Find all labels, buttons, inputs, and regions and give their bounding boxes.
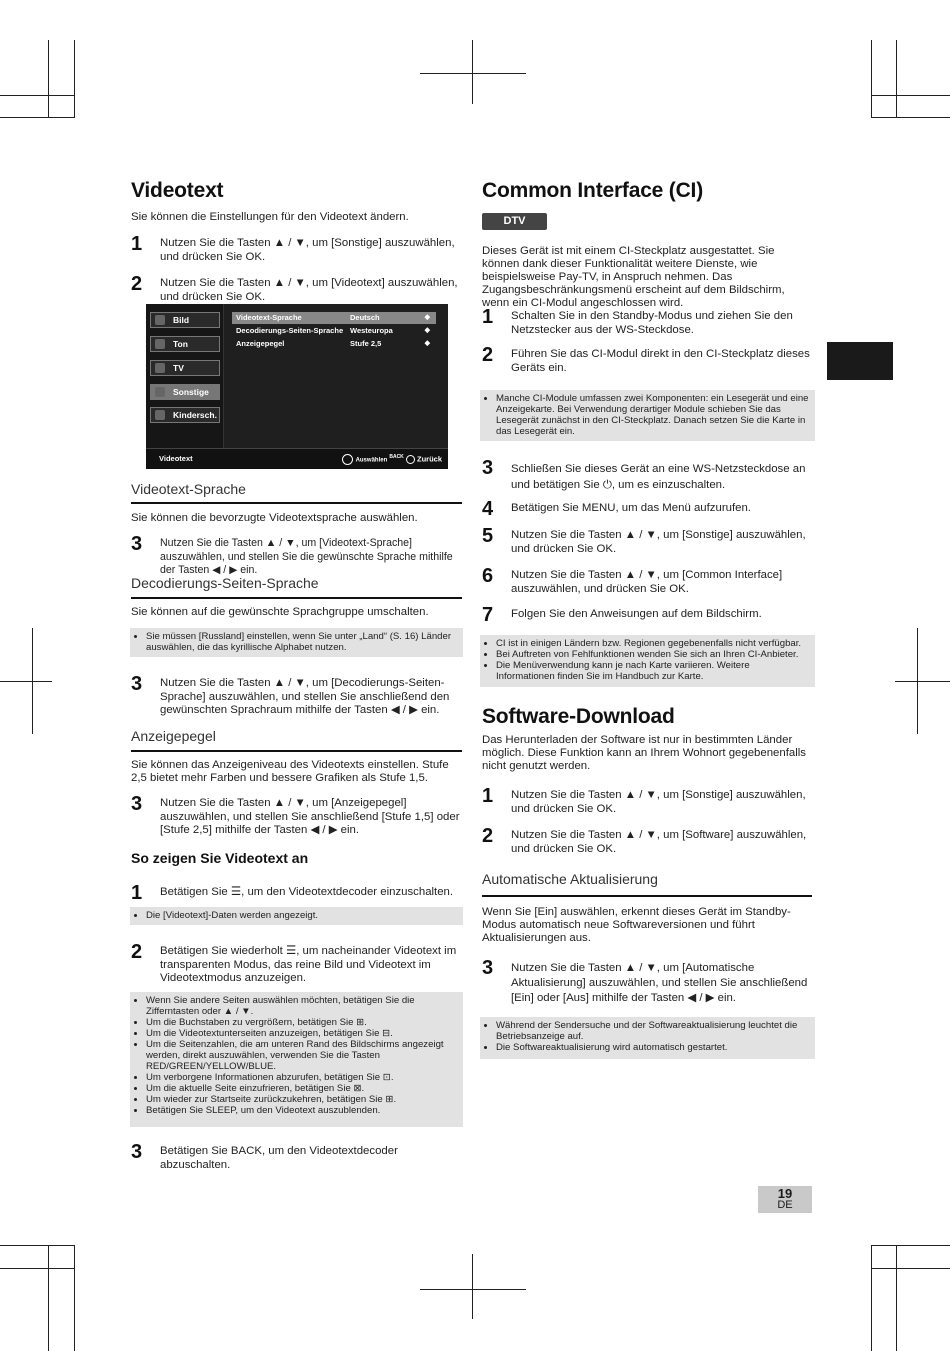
menu-footer-title: Videotext: [159, 454, 193, 463]
sec3-step-3: [131, 793, 463, 839]
note-item: • Während der Sendersuche und der Softwareaktualisierung leuchtet die Betriebsanzeige auf.: [496, 1020, 809, 1042]
note-item: • Um die Seitenzahlen, die am unteren Rand des Bildschirms angezeigt werden, direkt auszuwählen, verwenden Sie die Tasten RED/GREEN/YELLOW/BLUE.: [146, 1039, 457, 1072]
step-text: Schalten Sie in den Standby-Modus und ziehen Sie den Netzstecker aus der WS-Steckdose.: [511, 310, 793, 336]
note-item: • Die [Videotext]-Daten werden angezeigt.: [146, 910, 457, 921]
step-number: 6: [482, 565, 494, 587]
note-box: [480, 1017, 815, 1059]
note-box: [130, 628, 463, 657]
step-text: Betätigen Sie wiederholt ☰, um nacheinander Videotext im transparenten Modus, das reine Bild und Videotext im Videotextmodus anzuzeigen.: [160, 945, 457, 984]
note-item: • Die Menüverwendung kann je nach Karte variieren. Weitere Informationen finden Sie im Handbuch zur Karte.: [496, 660, 809, 682]
sw-title: Software-Download: [482, 705, 675, 728]
crop-mark: [472, 40, 473, 104]
menu-item-bild: Bild: [150, 312, 220, 328]
ci-step-3: [482, 457, 814, 491]
step-text: Nutzen Sie die Tasten ▲ / ▼, um [Decodierungs-Seiten-Sprache] auszuwählen, und stellen Sie anschließend den gewünschten Sprachraum mithilfe der Tasten ◀ / ▶ ein.: [160, 677, 450, 716]
crop-mark: [0, 1245, 75, 1246]
divider: [131, 597, 462, 599]
step-text: Nutzen Sie die Tasten ▲ / ▼, um [Software] auszuwählen, und drücken Sie OK.: [511, 829, 807, 855]
crop-mark: [472, 1254, 473, 1319]
sw-sub-intro: Wenn Sie [Ein] auswählen, erkennt dieses Gerät im Standby-Modus automatisch neue Softwareversionen und führt Aktualisierungen aus.: [482, 906, 791, 944]
note-item: • Um die Videotextunterseiten anzuzeigen, betätigen Sie ⊟.: [146, 1028, 457, 1039]
sw-intro: Das Herunterladen der Software ist nur in bestimmten Länder möglich. Diese Funktion kann an Ihrem Wohnort gegebenenfalls nicht genutzt werden.: [482, 734, 806, 772]
page-number: 19: [777, 1186, 793, 1201]
step-text: Nutzen Sie die Tasten ▲ / ▼, um [Sonstige] auszuwählen, und drücken Sie OK.: [511, 789, 806, 815]
divider: [482, 895, 812, 897]
left-right-arrow-icon: ◆: [424, 314, 430, 321]
crop-mark: [871, 1268, 950, 1269]
note-item: • CI ist in einigen Ländern bzw. Regionen gegebenenfalls nicht verfügbar.: [496, 638, 809, 649]
dtv-badge: DTV: [482, 213, 547, 230]
crop-mark: [0, 95, 75, 96]
step-1: [131, 233, 463, 265]
note-item: • Manche CI-Module umfassen zwei Komponenten: ein Lesegerät und eine Anzeigekarte. Bei Verwendung derartiger Module schieben Sie das Lesegerät zunächst in den CI-Steckplatz. Danach setzen Sie die Karte in das Lesegerät ein.: [496, 393, 809, 437]
crop-mark: [420, 73, 526, 74]
step-number: 2: [131, 941, 143, 963]
step-number: 7: [482, 604, 494, 626]
step-text: Nutzen Sie die Tasten ▲ / ▼, um [Videotext-Sprache] auszuwählen, und stellen Sie die gewünschte Sprache mithilfe der Tasten ◀ / ▶ ein.: [160, 537, 453, 576]
step-text: Betätigen Sie MENU, um das Menü aufzurufen.: [511, 502, 751, 514]
menu-footer: [146, 448, 448, 469]
step-number: 5: [482, 525, 494, 547]
step-text: Führen Sie das CI-Modul direkt in den CI-Steckplatz dieses Geräts ein.: [511, 348, 810, 374]
page-language: DE: [777, 1199, 793, 1211]
note-box: [130, 907, 463, 925]
note-item: • Betätigen Sie SLEEP, um den Videotext auszublenden.: [146, 1105, 457, 1116]
note-item: • Um die aktuelle Seite einzufrieren, betätigen Sie ⊠.: [146, 1083, 457, 1094]
menu-sidebar: [146, 304, 224, 448]
tv-menu-screenshot: [146, 304, 448, 468]
ci-step-4: [482, 498, 814, 520]
left-right-arrow-icon: ◆: [424, 327, 430, 334]
step-text: Nutzen Sie die Tasten ▲ / ▼, um [Sonstige] auszuwählen, und drücken Sie OK.: [511, 529, 806, 555]
ci-title: Common Interface (CI): [482, 179, 703, 202]
page-number-box: [758, 1186, 812, 1213]
heading-auto-update: Automatische Aktualisierung: [482, 871, 658, 887]
menu-footer-controls: Auswählen $^{BACK}$ Zurück: [342, 454, 442, 465]
sw-step-2: [482, 825, 814, 857]
note-item: • Die Softwareaktualisierung wird automatisch gestartet.: [496, 1042, 809, 1053]
step-number: 1: [131, 233, 143, 255]
ci-step-2: [482, 344, 814, 376]
step-number: 3: [482, 957, 494, 979]
step-text: Nutzen Sie die Tasten ▲ / ▼, um [Common Interface] auszuwählen, und drücken Sie OK.: [511, 569, 783, 595]
crop-mark: [871, 40, 872, 118]
crop-mark: [0, 117, 75, 118]
step-text: Nutzen Sie die Tasten ▲ / ▼, um [Sonstige] auszuwählen, und drücken Sie OK.: [160, 237, 455, 263]
ci-step-5: [482, 525, 814, 557]
menu-item-ton: Ton: [150, 336, 220, 352]
step-text: Schließen Sie dieses Gerät an eine WS-Netzsteckdose an und betätigen Sie ⏻, um es einzuschalten.: [511, 463, 806, 491]
ci-step-7: [482, 604, 814, 626]
videotext-title: Videotext: [131, 179, 224, 202]
sw-step-3: [482, 957, 814, 1004]
step-text: Nutzen Sie die Tasten ▲ / ▼, um [Anzeigepegel] auszuwählen, und stellen Sie anschließend [Stufe 1,5] oder [Stufe 2,5] mithilfe der Tasten ◀ / ▶ ein.: [160, 797, 460, 836]
crop-mark: [871, 95, 950, 96]
step-number: 1: [131, 882, 143, 904]
menu-item-sonstige: Sonstige: [150, 384, 220, 400]
crop-mark: [896, 40, 897, 118]
sec2-intro: Sie können auf die gewünschte Sprachgruppe umschalten.: [131, 606, 429, 618]
step-number: 2: [482, 344, 494, 366]
step-text: Betätigen Sie ☰, um den Videotextdecoder einzuschalten.: [160, 886, 454, 898]
step-text: Nutzen Sie die Tasten ▲ / ▼, um [Automatische Aktualisierung] auszuwählen, und stellen Sie anschließend [Ein] oder [Aus] mithilfe der Tasten ◀ / ▶ ein.: [511, 962, 808, 1004]
step-number: 3: [131, 673, 143, 695]
sw-step-1: [482, 785, 814, 817]
step-number: 4: [482, 498, 494, 520]
step-number: 3: [131, 793, 143, 815]
back-icon: [406, 455, 415, 464]
heading-anzeigepegel: Anzeigepegel: [131, 728, 216, 744]
sec4-step-1: [131, 882, 463, 904]
crop-mark: [0, 1268, 75, 1269]
lock-icon: [155, 410, 165, 420]
menu-row-videotext-sprache: Videotext-Sprache Deutsch ◆: [232, 312, 436, 324]
step-number: 1: [482, 785, 494, 807]
step-number: 3: [131, 533, 143, 555]
menu-item-tv: TV: [150, 360, 220, 376]
tv-icon: [155, 363, 165, 373]
menu-item-kindersch: Kindersch.: [150, 407, 220, 423]
menu-row-decodierung: Decodierungs-Seiten-Sprache Westeuropa ◆: [236, 326, 430, 335]
note-item: • Bei Auftreten von Fehlfunktionen wenden Sie sich an Ihren CI-Anbieter.: [496, 649, 809, 660]
chapter-tab: [827, 342, 893, 380]
sec2-step-3: [131, 673, 463, 719]
note-item: • Wenn Sie andere Seiten auswählen möchten, betätigen Sie die Zifferntasten oder ▲ / ▼.: [146, 995, 457, 1017]
crop-mark: [48, 40, 49, 118]
step-number: 3: [131, 1141, 143, 1163]
crop-mark: [48, 1245, 49, 1351]
sec1-step-3: [131, 533, 463, 576]
ci-step-6: [482, 565, 814, 597]
crop-mark: [74, 1245, 75, 1351]
heading-videotext-sprache: Videotext-Sprache: [131, 481, 246, 497]
step-number: 3: [482, 457, 494, 479]
step-text: Nutzen Sie die Tasten ▲ / ▼, um [Videotext] auszuwählen, und drücken Sie OK.: [160, 277, 458, 303]
note-box: [480, 635, 815, 687]
crop-mark: [871, 1245, 872, 1351]
crop-mark: [895, 681, 950, 682]
step-number: 1: [482, 306, 494, 328]
sec4-step-2: [131, 941, 463, 987]
menu-row-anzeigepegel: Anzeigepegel Stufe 2,5 ◆: [236, 339, 430, 348]
heading-decodierung: Decodierungs-Seiten-Sprache: [131, 575, 319, 591]
sec4-step-3: [131, 1141, 463, 1171]
left-right-arrow-icon: ◆: [424, 340, 430, 347]
sound-icon: [155, 339, 165, 349]
ci-intro: Dieses Gerät ist mit einem CI-Steckplatz ausgestattet. Sie können dank dieser Funktionalität weitere Dienste, wie beispielsweise Pay-TV, in Anspruch nehmen. Das Zugangsbeschränkungsmenü erscheint auf dem Bildschirm, wenn ein CI-Modul angeschlossen wird.: [482, 245, 785, 309]
note-item: • Um wieder zur Startseite zurückzukehren, betätigen Sie ⊞.: [146, 1094, 457, 1105]
divider: [131, 502, 462, 504]
heading-so-zeigen: So zeigen Sie Videotext an: [131, 850, 309, 866]
divider: [131, 750, 462, 752]
crop-mark: [0, 681, 52, 682]
note-box: [130, 992, 463, 1127]
crop-mark: [420, 1289, 526, 1290]
dpad-icon: [342, 454, 353, 465]
sec3-intro: Sie können das Anzeigeniveau des Videotexts einstellen. Stufe 2,5 bietet mehr Farben und bessere Grafiken als Stufe 1,5.: [131, 759, 449, 784]
note-item: • Um verborgene Informationen abzurufen, betätigen Sie ⊡.: [146, 1072, 457, 1083]
step-number: 2: [482, 825, 494, 847]
step-text: Folgen Sie den Anweisungen auf dem Bildschirm.: [511, 608, 762, 620]
crop-mark: [74, 40, 75, 118]
crop-mark: [896, 1245, 897, 1351]
videotext-intro: Sie können die Einstellungen für den Videotext ändern.: [131, 211, 409, 223]
gear-icon: [155, 387, 165, 397]
step-text: Betätigen Sie BACK, um den Videotextdecoder abzuschalten.: [160, 1145, 398, 1171]
step-number: 2: [131, 273, 143, 295]
crop-mark: [871, 1245, 950, 1246]
sec1-intro: Sie können die bevorzugte Videotextsprache auswählen.: [131, 512, 418, 524]
note-box: [480, 390, 815, 441]
note-item: • Sie müssen [Russland] einstellen, wenn Sie unter „Land“ (S. 16) Länder auswählen, die das kyrillische Alphabet nutzen.: [146, 631, 457, 653]
picture-icon: [155, 315, 165, 325]
note-item: • Um die Buchstaben zu vergrößern, betätigen Sie ⊞.: [146, 1017, 457, 1028]
ci-step-1: [482, 306, 814, 338]
step-2: [131, 273, 463, 305]
back-key-label: BACK: [389, 454, 404, 460]
crop-mark: [871, 117, 950, 118]
